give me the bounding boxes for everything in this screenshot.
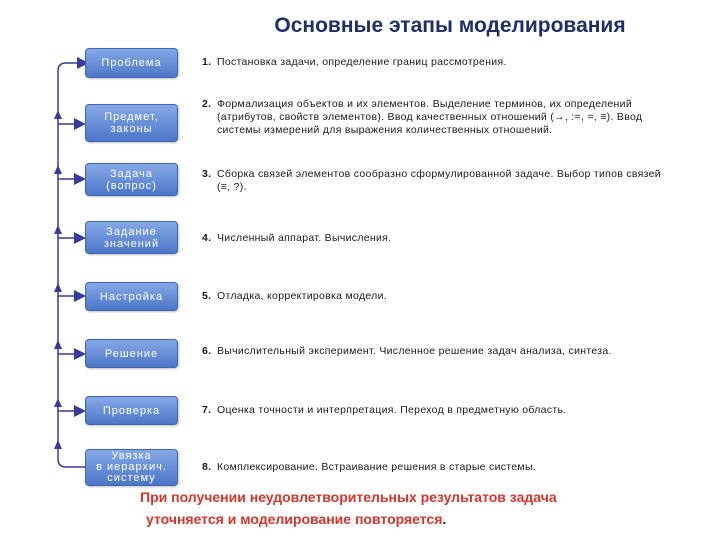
step-box-subject: Предмет, законы: [85, 104, 178, 142]
step-description-7: [202, 404, 662, 417]
step-text: Формализация объектов и их элементов. Выделение терминов, их определений (атрибутов, свойств элементов). Ввод качественных отношений (→, :=, =, ≡). Ввод системы измерений для выражения количественных отношений.: [217, 98, 643, 136]
step-number: 6.: [202, 345, 212, 357]
step-number: 2.: [202, 98, 212, 110]
step-text: Постановка задачи, определение границ рассмотрения.: [217, 56, 507, 68]
step-description-8: [202, 461, 662, 474]
step-box-tuning: Настройка: [85, 282, 178, 311]
step-text: Численный аппарат. Вычисления.: [217, 232, 392, 244]
step-description-1: [202, 56, 662, 69]
repeat-note-period: .: [442, 511, 447, 527]
step-box-verification: Проверка: [85, 396, 178, 425]
repeat-note-line-2: [140, 508, 700, 530]
step-number: 1.: [202, 56, 212, 68]
step-text: Вычислительный эксперимент. Численное решение задач анализа, синтеза.: [217, 345, 612, 357]
step-text: Отладка, корректировка модели.: [217, 290, 387, 302]
step-description-6: [202, 345, 662, 358]
step-text: Комплексирование. Встраивание решения в старые системы.: [217, 461, 537, 473]
step-number: 8.: [202, 461, 212, 473]
step-description-5: [202, 290, 662, 303]
step-box-values: Задание значений: [85, 221, 178, 254]
step-text: Сборка связей элементов сообразно сформулированной задаче. Выбор типов связей (≡, ?).: [217, 168, 661, 193]
step-number: 4.: [202, 232, 212, 244]
repeat-note-line-2-text: уточняется и моделирование повторяется: [146, 511, 443, 527]
step-description-3: [202, 168, 662, 194]
step-number: 5.: [202, 290, 212, 302]
page-title: Основные этапы моделирования: [274, 14, 626, 37]
step-box-integration: Увязка в иерархич. систему: [85, 449, 178, 486]
step-description-2: [202, 98, 662, 137]
step-box-solution: Решение: [85, 339, 178, 368]
step-description-4: [202, 232, 662, 245]
step-text: Оценка точности и интерпретация. Переход в предметную область.: [217, 404, 567, 416]
step-number: 7.: [202, 404, 212, 416]
repeat-note: [140, 486, 700, 530]
step-number: 3.: [202, 168, 212, 180]
repeat-note-line-1: При получении неудовлетворительных результатов задача: [140, 489, 557, 505]
step-box-problem: Проблема: [85, 48, 178, 78]
step-box-task: Задача (вопрос): [85, 163, 178, 196]
